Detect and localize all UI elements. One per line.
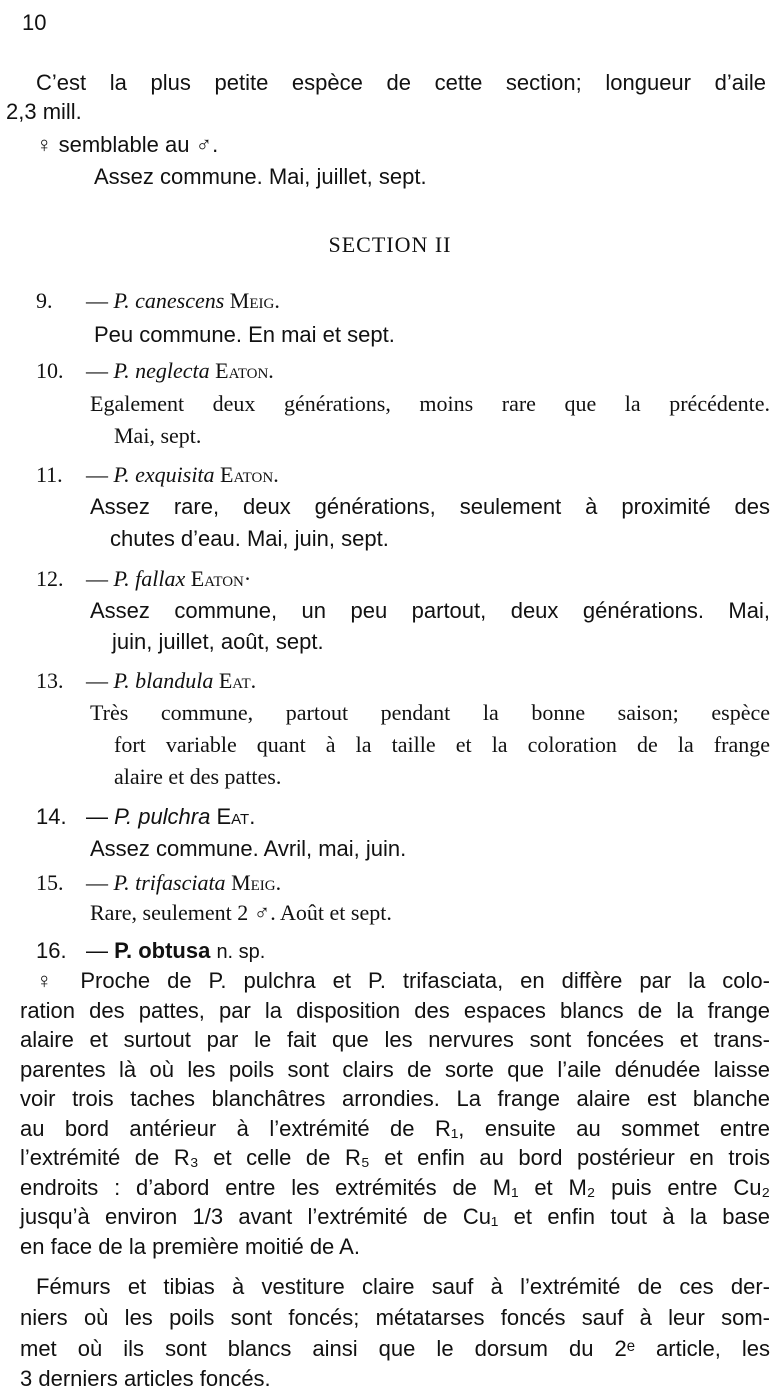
- species-11-note-line-2: chutes d’eau. Mai, juin, sept.: [110, 526, 389, 551]
- female-note: ♀ semblable au ♂.: [36, 132, 219, 157]
- genus: P.: [113, 288, 130, 313]
- genus: P.: [113, 358, 130, 383]
- species-epithet: neglecta: [135, 358, 210, 383]
- genus: P.: [113, 668, 130, 693]
- dash: —: [86, 804, 108, 829]
- species-epithet: trifasciata: [135, 870, 226, 895]
- species-13-note-line-3: alaire et des pattes.: [114, 764, 282, 789]
- description-line-1: ♀ Proche de P. pulchra et P. trifasciata, en diffère par la colo-: [36, 968, 770, 993]
- description-line-5: voir trois taches blanchâtres arrondies. La frange alaire est blanche: [20, 1086, 770, 1111]
- species-entry-12: [36, 562, 251, 595]
- species-number: 12.: [36, 566, 64, 591]
- genus: P.: [113, 870, 130, 895]
- intro-line-2: 2,3 mill.: [6, 99, 82, 124]
- species-9-note: Peu commune. En mai et sept.: [94, 322, 395, 347]
- species-name: P. obtusa: [114, 938, 211, 963]
- species-epithet: exquisita: [135, 462, 215, 487]
- section-heading: SECTION II: [328, 232, 452, 257]
- species-number: 10.: [36, 358, 64, 383]
- intro-occurrence: Assez commune. Mai, juillet, sept.: [94, 164, 427, 189]
- description-line-7: l’extrémité de R₃ et celle de R₅ et enfin au bord postérieur en trois: [20, 1145, 770, 1170]
- dash: —: [86, 358, 108, 383]
- dash: —: [86, 288, 108, 313]
- dash: —: [86, 462, 108, 487]
- species-number: 13.: [36, 668, 64, 693]
- species-author: Eaton.: [220, 462, 279, 487]
- species-15-note: Rare, seulement 2 ♂. Août et sept.: [90, 900, 392, 925]
- species-epithet: pulchra: [138, 804, 211, 829]
- species-13-note-line-2: fort variable quant à la taille et la coloration de la frange: [114, 732, 770, 757]
- species-entry-15: [36, 866, 281, 899]
- species-10-note-line-2: Mai, sept.: [114, 423, 202, 448]
- description-line-2: ration des pattes, par la disposition des espaces blancs de la frange: [20, 997, 770, 1023]
- species-entry-13: [36, 664, 256, 697]
- legs-line-4: 3 derniers articles foncés.: [20, 1366, 271, 1391]
- description-line-9: jusqu’à environ 1/3 avant l’extrémité de Cu₁ et enfin tout à la base: [20, 1204, 770, 1229]
- description-line-8: endroits : d’abord entre les extrémités de M₁ et M₂ puis entre Cu₂: [20, 1174, 770, 1200]
- species-number: 11.: [36, 462, 63, 487]
- species-entry-10: [36, 354, 274, 387]
- species-13-note-line-1: Très commune, partout pendant la bonne saison; espèce: [90, 700, 770, 725]
- species-status: n. sp.: [216, 941, 266, 963]
- dash: —: [86, 566, 108, 591]
- species-author: Eat.: [218, 668, 257, 693]
- species-entry-14: [36, 800, 255, 833]
- description-line-10: en face de la première moitié de A.: [20, 1233, 360, 1259]
- species-number: 9.: [36, 288, 53, 313]
- intro-line-1: C’est la plus petite espèce de cette section; longueur d’aile: [36, 70, 766, 95]
- species-12-note-line-1: Assez commune, un peu partout, deux générations. Mai,: [90, 598, 770, 623]
- dash: —: [86, 870, 108, 895]
- species-11-note-line-1: Assez rare, deux générations, seulement à proximité des: [90, 494, 770, 519]
- species-author: Eat.: [216, 804, 256, 829]
- description-line-3: alaire et surtout par le fait que les nervures sont foncées et trans-: [20, 1027, 770, 1052]
- species-number: 14.: [36, 804, 67, 829]
- species-author: Eaton·: [190, 566, 252, 591]
- species-number: 15.: [36, 870, 64, 895]
- species-12-note-line-2: juin, juillet, août, sept.: [112, 629, 324, 654]
- species-number: 16.: [36, 938, 67, 963]
- species-entry-11: [36, 458, 279, 491]
- genus: P.: [113, 462, 130, 487]
- page-number: 10: [22, 10, 47, 35]
- species-14-note: Assez commune. Avril, mai, juin.: [90, 836, 407, 861]
- dash: —: [86, 668, 108, 693]
- species-10-note-line-1: Egalement deux générations, moins rare que la précédente.: [90, 391, 770, 416]
- species-author: Meig.: [229, 288, 280, 313]
- dash: —: [86, 938, 108, 963]
- species-author: Eaton.: [215, 358, 274, 383]
- legs-line-3: met où ils sont blancs ainsi que le dorsum du 2ᵉ article, les: [20, 1336, 770, 1361]
- genus: P.: [114, 804, 133, 829]
- species-epithet: fallax: [135, 566, 186, 591]
- legs-line-2: niers où les poils sont foncés; métatarses foncés sauf à leur som-: [20, 1305, 770, 1330]
- species-entry-9: [36, 284, 280, 317]
- legs-line-1: Fémurs et tibias à vestiture claire sauf à l’extrémité de ces der-: [36, 1274, 770, 1299]
- species-epithet: blandula: [135, 668, 214, 693]
- description-line-6: au bord antérieur à l’extrémité de R₁, ensuite au sommet entre: [20, 1115, 770, 1141]
- description-line-4: parentes là où les poils sont clairs de sorte que l’aile dénudée laisse: [20, 1056, 770, 1082]
- species-author: Meig.: [231, 870, 282, 895]
- genus: P.: [113, 566, 130, 591]
- species-epithet: canescens: [135, 288, 225, 313]
